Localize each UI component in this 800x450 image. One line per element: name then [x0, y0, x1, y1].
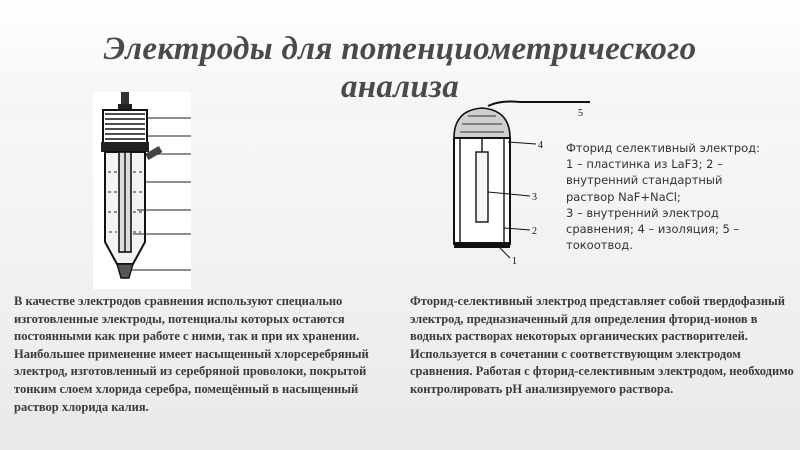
reference-electrode-figure — [93, 92, 191, 289]
caption-line: сравнения; 4 – изоляция; 5 – — [566, 222, 740, 237]
caption-line: внутренний стандартный — [566, 173, 723, 188]
fluoride-label-1: 1 — [512, 256, 517, 267]
fluoride-label-3: 3 — [532, 192, 537, 203]
fluoride-electrode-caption — [566, 140, 786, 253]
title-line-2: анализа — [340, 69, 460, 105]
caption-line: токоотвод. — [566, 238, 633, 253]
reference-electrode-drawing — [93, 92, 191, 289]
caption-line: Фторид селективный электрод: — [566, 141, 761, 155]
title-line-1: Электроды для потенциометрического — [103, 31, 697, 67]
caption-line: 3 – внутренний электрод — [566, 205, 719, 220]
reference-electrode-paragraph: В качестве электродов сравнения используют специально изготовленные электроды, потенциалы которых остаются постоянными как при работе с ними, так и при их хранении. Наибольшее применение имеет насыщенный хлорсеребряный электрод, изготовленный из серебряной проволоки, покрытой тонким слоем хлорида серебра, помещённый в насыщенный раствор хлорида калия. — [14, 294, 369, 414]
fluoride-label-5: 5 — [578, 108, 583, 119]
fluoride-electrode-paragraph: Фторид-селективный электрод представляет собой твердофазный электрод, предназначенный для определения фторид-ионов в водных растворах некоторых органических растворителей. Используется в сочетании с соответствующим электродом сравнения. Работая с фторид-селективным электродом, необходимо контролировать pH анализируемого раствора. — [410, 294, 794, 396]
fluoride-label-4: 4 — [538, 140, 543, 151]
caption-line: 1 – пластинка из LaF3; 2 – — [566, 157, 723, 172]
caption-line: раствор NaF+NaCl; — [566, 189, 681, 204]
fluoride-label-2: 2 — [532, 226, 537, 237]
